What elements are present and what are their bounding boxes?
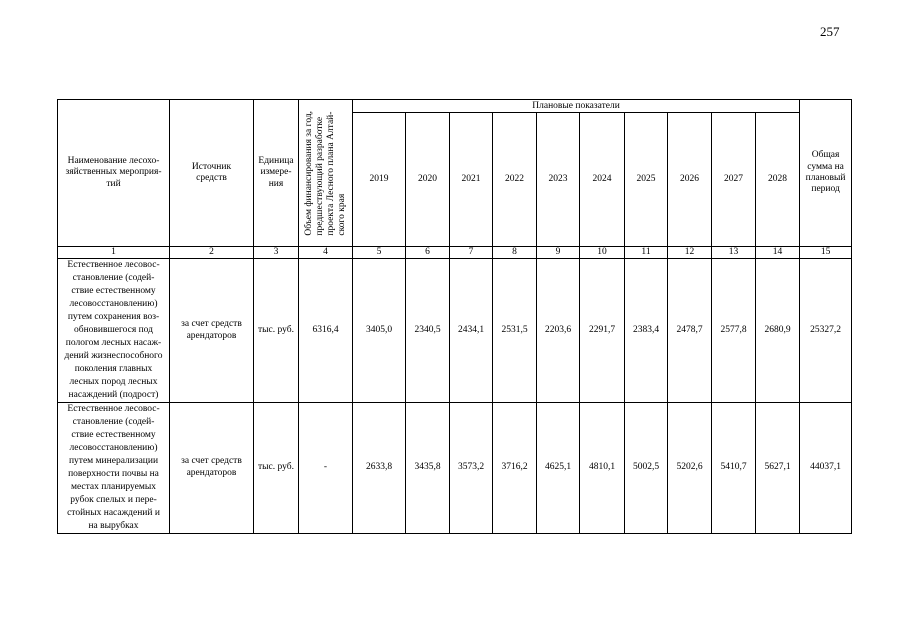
- header-year: 2021: [450, 113, 493, 247]
- index-cell: 10: [580, 247, 625, 259]
- header-year: 2028: [756, 113, 800, 247]
- header-year: 2020: [406, 113, 450, 247]
- row-value: 5410,7: [712, 403, 756, 534]
- row-value: 2340,5: [406, 259, 450, 403]
- index-row: [58, 247, 852, 259]
- row-value: 2633,8: [353, 403, 406, 534]
- row-value: 3573,2: [450, 403, 493, 534]
- index-cell: 2: [170, 247, 254, 259]
- index-cell: 11: [625, 247, 668, 259]
- row-total: 25327,2: [800, 259, 852, 403]
- header-year: 2024: [580, 113, 625, 247]
- row-prev-funding: -: [299, 403, 353, 534]
- row-value: 5627,1: [756, 403, 800, 534]
- row-value: 2577,8: [712, 259, 756, 403]
- row-value: 2291,7: [580, 259, 625, 403]
- header-year: 2022: [493, 113, 537, 247]
- row-source: за счет средств арендаторов: [170, 259, 254, 403]
- index-cell: 5: [353, 247, 406, 259]
- header-year: 2023: [537, 113, 580, 247]
- row-value: 3405,0: [353, 259, 406, 403]
- index-cell: 4: [299, 247, 353, 259]
- header-year: 2027: [712, 113, 756, 247]
- page-number: 257: [820, 24, 840, 39]
- row-source: за счет средств арендаторов: [170, 403, 254, 534]
- index-cell: 13: [712, 247, 756, 259]
- header-prev-funding-text: Объем финансирования за год, предшествующий разработке проекта Лесного плана Алтай- ского края: [303, 110, 347, 236]
- index-cell: 3: [254, 247, 299, 259]
- row-value: 2478,7: [668, 259, 712, 403]
- row-unit: тыс. руб.: [254, 403, 299, 534]
- forest-plan-table: [57, 99, 852, 534]
- row-value: 4625,1: [537, 403, 580, 534]
- row-value: 3435,8: [406, 403, 450, 534]
- header-planned-group: Плановые показатели: [353, 100, 800, 113]
- row-value: 2383,4: [625, 259, 668, 403]
- header-year: 2025: [625, 113, 668, 247]
- index-cell: 14: [756, 247, 800, 259]
- row-value: 3716,2: [493, 403, 537, 534]
- row-activity-name: Естественное лесовос- становление (содей- ствие естественному лесовосстановлению) путем минерализации поверхности почвы на местах планируемых рубок спелых и пере- стойных насаждений и на вырубках: [58, 403, 170, 534]
- header-year: 2026: [668, 113, 712, 247]
- index-cell: 8: [493, 247, 537, 259]
- row-total: 44037,1: [800, 403, 852, 534]
- row-activity-name: Естественное лесовос- становление (содей- ствие естественному лесовосстановлению) путем сохранения воз- обновившегося под пологом лесных насаж- дений жизнеспособного поколения главных лесных пород лесных насаждений (подрост): [58, 259, 170, 403]
- header-total: Общая сумма на плановый период: [800, 100, 852, 247]
- row-value: 4810,1: [580, 403, 625, 534]
- index-cell: 7: [450, 247, 493, 259]
- table-row: [58, 259, 852, 403]
- header-prev-funding: [299, 100, 353, 247]
- index-cell: 12: [668, 247, 712, 259]
- row-prev-funding: 6316,4: [299, 259, 353, 403]
- header-row-group: [58, 100, 852, 113]
- index-cell: 9: [537, 247, 580, 259]
- header-unit: Единица измере- ния: [254, 100, 299, 247]
- header-name: Наименование лесохо- зяйственных мероприя- тий: [58, 100, 170, 247]
- index-cell: 1: [58, 247, 170, 259]
- row-value: 5202,6: [668, 403, 712, 534]
- header-source: Источник средств: [170, 100, 254, 247]
- row-value: 2680,9: [756, 259, 800, 403]
- table-row: [58, 403, 852, 534]
- row-value: 2434,1: [450, 259, 493, 403]
- header-year: 2019: [353, 113, 406, 247]
- index-cell: 15: [800, 247, 852, 259]
- row-value: 5002,5: [625, 403, 668, 534]
- index-cell: 6: [406, 247, 450, 259]
- row-value: 2531,5: [493, 259, 537, 403]
- row-unit: тыс. руб.: [254, 259, 299, 403]
- row-value: 2203,6: [537, 259, 580, 403]
